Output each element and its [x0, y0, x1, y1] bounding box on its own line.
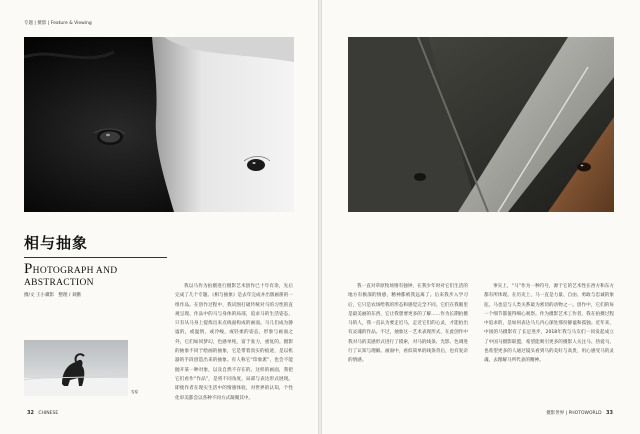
title-en-rest: HOTOGRAPH AND ABSTRACTION — [24, 266, 118, 288]
body-text: 我一直对草原牧场情有独钟，在我少年时对它们生活的地方有极深的情感，精神都被我远离了。后来我步入学习后，它只是农场给我的形态和感觉完全不同。它们在我眼里是最美丽的东西，它让我想要更多的了解……作为长期拍摄马的人，我一直认为要走近马，走近它们的心灵，才能拍出有灵魂的作品。不过，抽象这一艺术表现形式，在此创作中我对马的美感形式进行了摸索，对马的线条、光影、色调进行了认知与理解。画面中，看似简单的线条背后，也有复杂的情感。 — [348, 284, 468, 364]
article-title-en — [24, 261, 184, 288]
spine-gutter — [318, 0, 322, 434]
body-column-right-1 — [348, 282, 468, 366]
footer-mag-left: CHINESE — [38, 411, 59, 416]
body-column-right-2 — [484, 282, 614, 366]
footer-left — [24, 410, 58, 416]
body-text: 事实上，“马”作为一种符号，源于它的艺术性在西方和东方都有所体现。在历史上，马一直是力量、自由、勇敢与忠诚的象征。马也是与人类关系最为密切的动物之一。创作中，它们的每一个细节都值得细心观察。作为摄影艺术工作者，我在拍摄过程中追求的，是如何表达马儿内心深处那份静谧和孤独。近年来，中国的马摄影有了长足进步，2018年我与马友们一同发起成立了中国马摄影联盟，希望能吸引更多的摄影人关注马、热爱马，也希望更多的人通过镜头看到马的美好与高贵，用心感受马的灵魂，去理解马所代表的精神。 — [484, 284, 614, 364]
article-title-cn: 相与抽象 — [24, 234, 89, 252]
footer-right — [546, 410, 616, 416]
article-title-block — [24, 232, 184, 298]
snow-photo-caption: 雪原 — [131, 390, 139, 394]
page-number-right: 33 — [606, 410, 613, 416]
article-credit: 摄/文 王小骥影 整理 / 刘鹏 — [24, 293, 81, 298]
horse-abstract-photo — [348, 37, 614, 212]
section-header: 专题 | 摄影 | Feature & Viewing — [24, 21, 92, 26]
body-text: 我以马作为拍摄进行摄影艺术创作已十年有余，先后完成了几个专题。《相与抽象》是去年完成并出版画册的一组作品。在创作过程中，我试图打破传统对马的习性的直观呈现。作品中的马与身体的局部，追求马的生活姿态，只有从马身上提炼出来点线面构成的画面。马儿们成为静谧的，或温情，或冷峻，或轻柔的姿态，形象与画面之外，它们如同梦幻，色感单纯，富于张力，重复的。摄影的抽象不同于绘画的抽象，它是带着真实的痕迹，是以机器的手段创造出来的抽象。有人称它“印象派”，也会不能抛开某一种对象，以及自然不存在的。这样的画面，我把它们看作“作品”，是将不同角度、局部与表达形式展现。即使作者在现实生活中的情感体验，对世界的认知，个性化审美都会以各种不同方式凝聚其中。 — [175, 284, 293, 401]
page-number-left: 32 — [27, 410, 34, 416]
footer-mag-right: 摄影世界 | PHOTOWORLD — [546, 411, 602, 416]
title-en-initial: P — [24, 261, 33, 277]
body-column-left — [175, 282, 293, 403]
title-rule — [24, 257, 167, 258]
horse-bw-photo — [24, 37, 294, 212]
snow-horse-photo — [24, 340, 128, 396]
